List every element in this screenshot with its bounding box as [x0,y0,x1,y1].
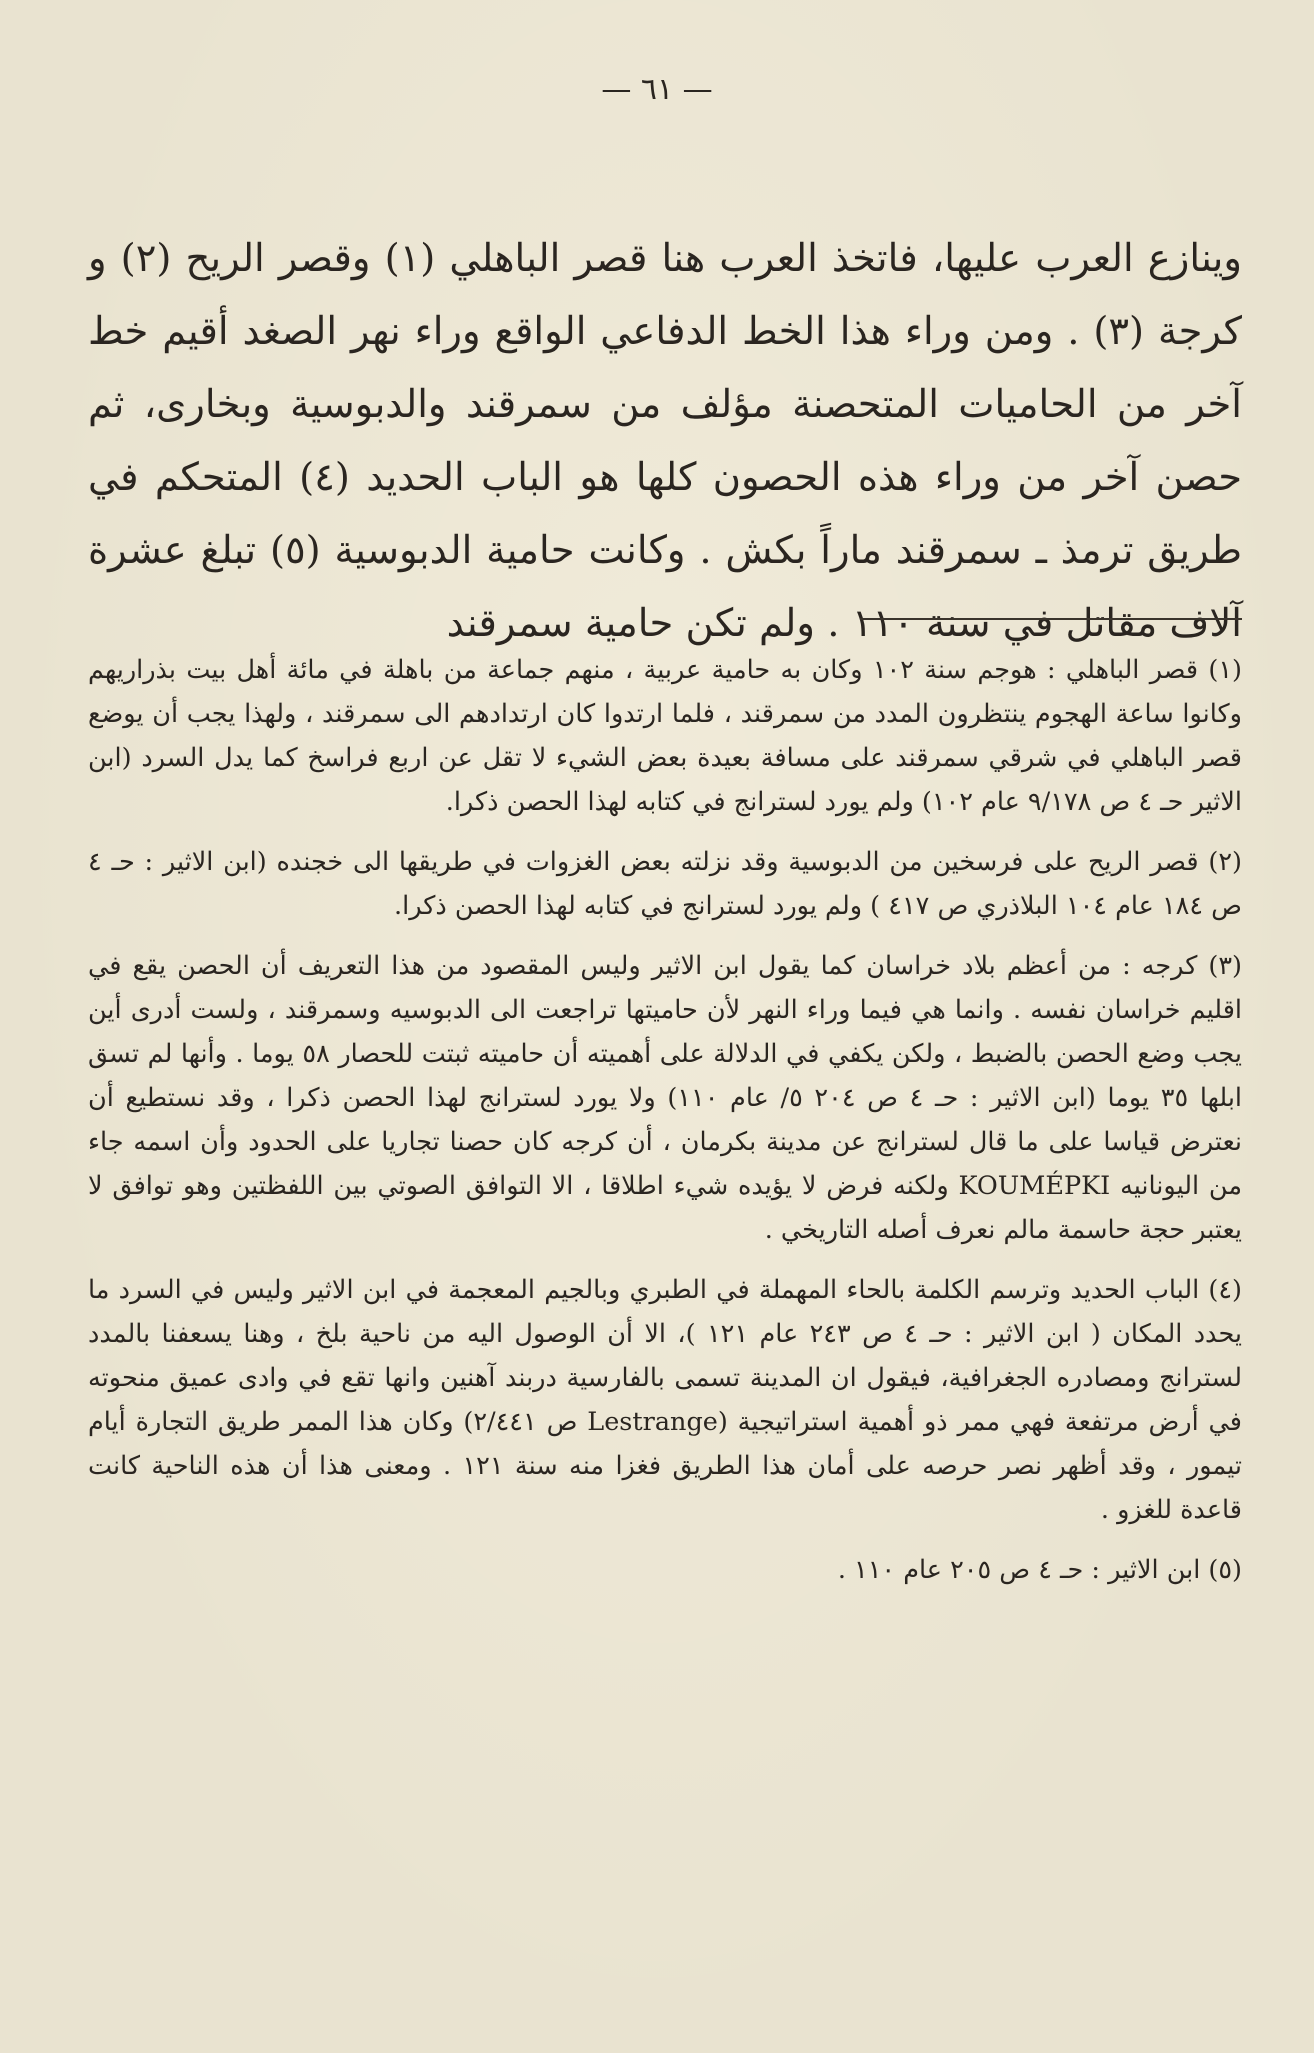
footnote-2: (٢) قصر الريح على فرسخين من الدبوسية وقد نزلته بعض الغزوات في طريقها الى خجنده (ابن الاثير : حـ ٤ ص ١٨٤ عام ١٠٤ البلاذري ص ٤١٧ ) ولم يورد لسترانج في كتابه لهذا الحصن ذكرا. [88,847,1242,921]
footnote-5: (٥) ابن الاثير : حـ ٤ ص ٢٠٥ عام ١١٠ . [837,1555,1242,1585]
footnote-separator [860,618,1242,620]
footnotes [88,648,1242,1592]
main-paragraph: وينازع العرب عليها، فاتخذ العرب هنا قصر الباهلي (١) وقصر الريح (٢) و كرجة (٣) . ومن وراء هذا الخط الدفاعي الواقع وراء نهر الصغد أقيم خط آخر من الحاميات المتحصنة مؤلف من سمرقند والدبوسية وبخارى، ثم حصن آخر من وراء هذه الحصون كلها هو الباب الحديد (٤) المتحكم في طريق ترمذ ـ سمرقند ماراً بكش . وكانت حامية الدبوسية (٥) تبلغ عشرة آلاف مقاتل في سنة ١١٠ . ولم تكن حامية سمرقند [88,236,1243,646]
main-text [88,222,1242,660]
footnote-4: (٤) الباب الحديد وترسم الكلمة بالحاء المهملة في الطبري وبالجيم المعجمة في ابن الاثير وليس في السرد ما يحدد المكان ( ابن الاثير : حـ ٤ ص ٢٤٣ عام ١٢١ )، الا أن الوصول اليه من ناحية بلخ ، وهنا يسعفنا بالمدد لسترانج ومصادره الجغرافية، فيقول ان المدينة تسمى بالفارسية دربند آهنين وانها تقع في وادى عميق منحوته في أرض مرتفعة فهي ممر ذو أهمية استراتيجية (Lestrange ص ٢/٤٤١) وكان هذا الممر طريق التجارة أيام تيمور ، وقد أظهر نصر حرصه على أمان هذا الطريق فغزا منه سنة ١٢١ . ومعنى هذا أن هذه الناحية كانت قاعدة للغزو . [88,1275,1243,1525]
page-number: — ٦١ — [601,72,713,107]
footnote-1: (١) قصر الباهلي : هوجم سنة ١٠٢ وكان به حامية عربية ، منهم جماعة من باهلة في مائة أهل بيت بذراريهم وكانوا ساعة الهجوم ينتظرون المدد من سمرقند ، فلما ارتدوا كان ارتدادهم الى سمرقند ، ولهذا يجب أن يوضع قصر الباهلي في شرقي سمرقند على مسافة بعيدة بعض الشيء لا تقل عن اربع فراسخ كما يدل السرد (ابن الاثير حـ ٤ ص ٩/١٧٨ عام ١٠٢) ولم يورد لسترانج في كتابه لهذا الحصن ذكرا. [88,655,1242,817]
footnote-3: (٣) كرجه : من أعظم بلاد خراسان كما يقول ابن الاثير وليس المقصود من هذا التعريف أن الحصن يقع في اقليم خراسان نفسه . وانما هي فيما وراء النهر لأن حاميتها تراجعت الى الدبوسيه وسمرقند ، ولست أدرى أين يجب وضع الحصن بالضبط ، ولكن يكفي في الدلالة على أهميته أن حاميته ثبتت للحصار ٥٨ يوما . وأنها لم تسق ابلها ٣٥ يوما (ابن الاثير : حـ ٤ ص ٢٠٤ ٥/ عام ١١٠) ولا يورد لسترانج لهذا الحصن ذكرا ، وقد نستطيع أن نعترض قياسا على ما قال لسترانج عن مدينة بكرمان ، أن كرجه كان حصنا تجاريا على الحدود وأن اسمه جاء من اليونانيه KOUMÉPKI ولكنه فرض لا يؤيده شيء اطلاقا ، الا التوافق الصوتي بين اللفظتين وهو توافق لا يعتبر حجة حاسمة مالم نعرف أصله التاريخي . [88,951,1242,1245]
